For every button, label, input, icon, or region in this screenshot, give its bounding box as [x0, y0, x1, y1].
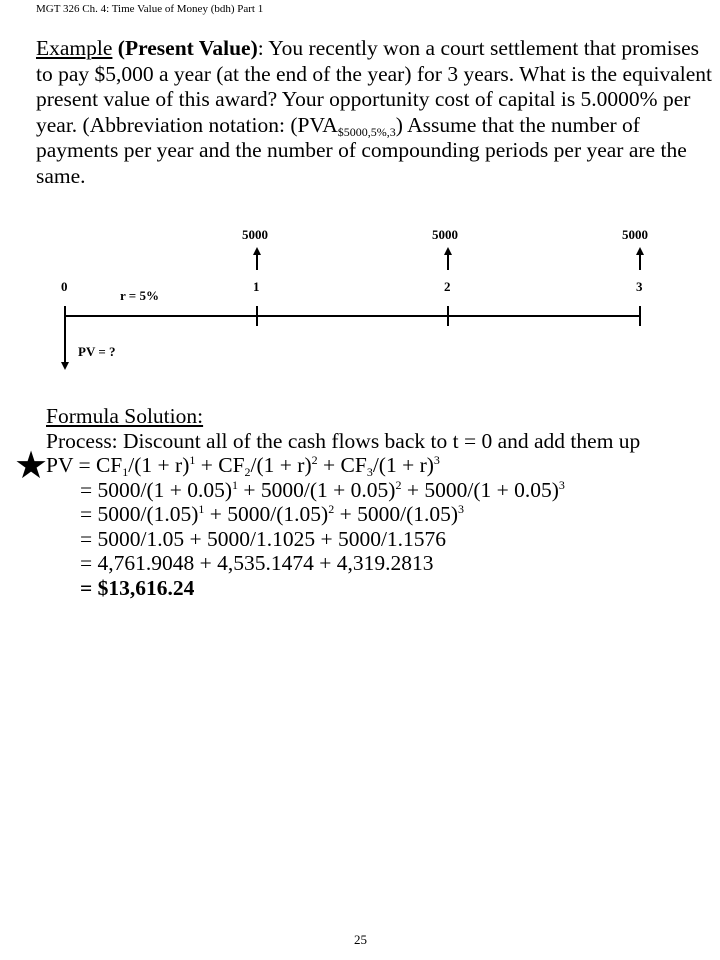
formula-solution: [46, 404, 720, 600]
solution-result: = $13,616.24: [80, 575, 195, 600]
example-label: Example: [36, 36, 113, 60]
solution-step-3: = 5000/1.05 + 5000/1.1025 + 5000/1.1576: [80, 526, 447, 551]
cash-flow-label-3: 5000: [622, 227, 648, 242]
page-number: 25: [354, 932, 367, 947]
solution-heading: Formula Solution:: [46, 404, 204, 428]
period-label-3: 3: [636, 279, 643, 294]
solution-step-4: = 4,761.9048 + 4,535.1474 + 4,319.2813: [80, 551, 434, 575]
period-label-1: 1: [253, 279, 260, 294]
example-text-1: : You recently won a court settlement that promises to pay $5,000 a year (at the end of the year) for 3 years. What is the equivalent present value of this award? Your opportunity cost of capital is 5.0000% per year. (Abbreviation notation: (PVA: [36, 36, 713, 137]
period-label-0: 0: [61, 279, 68, 294]
example-subscript: $5000,5%,3: [337, 124, 396, 139]
rate-label: r = 5%: [120, 288, 159, 303]
process-text: Process: Discount all of the cash flows back to t = 0 and add them up: [46, 428, 641, 453]
cash-flow-label-2: 5000: [432, 227, 458, 242]
period-label-2: 2: [444, 279, 451, 294]
page-header: MGT 326 Ch. 4: Time Value of Money (bdh) Part 1: [36, 3, 264, 15]
cash-flow-label-1: 5000: [242, 227, 268, 242]
solution-step-2: = $5000/(1.05)^1 + 5000/(1.05)^2 + 5000/(1.05)^3$: [80, 502, 465, 526]
example-text-2: ) Assume that the number of payments per year and the number of compounding periods per year are the same.: [36, 112, 687, 188]
pv-label: PV = ?: [78, 344, 116, 359]
star-icon: ★: [14, 443, 49, 487]
pv-formula: PV = $CF_1/(1 + r)^1 + CF_2/(1 + r)^2 + CF_3/(1 + r)^3$: [46, 453, 440, 479]
example-title: (Present Value): [117, 36, 258, 60]
solution-step-1: = $5000/(1 + 0.05)^1 + 5000/(1 + 0.05)^2 + 5000/(1 + 0.05)^3$: [80, 477, 565, 502]
